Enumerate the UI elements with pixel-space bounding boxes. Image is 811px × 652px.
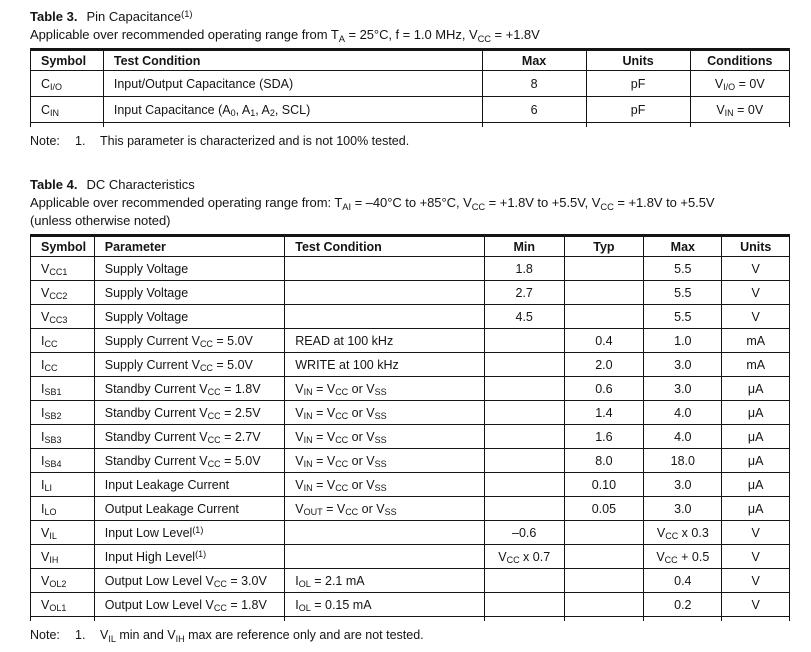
stub-cell bbox=[586, 123, 690, 128]
cell: $I_{CC}$ bbox=[31, 329, 95, 353]
cell bbox=[564, 281, 644, 305]
cell: V bbox=[722, 305, 790, 329]
cell: $I_{LO}$ bbox=[31, 497, 95, 521]
cell: Standby Current $V_{CC} = 2.7V$ bbox=[94, 425, 285, 449]
cell bbox=[484, 425, 564, 449]
cell: Standby Current $V_{CC} = 1.8V$ bbox=[94, 377, 285, 401]
cell bbox=[285, 281, 485, 305]
cell: V bbox=[722, 569, 790, 593]
cell: 5.5 bbox=[644, 281, 722, 305]
cell: $V_{IN} = V_{CC}$ or $V_{SS}$ bbox=[285, 473, 485, 497]
column-header: Symbol bbox=[31, 50, 104, 71]
table4-subtitle-line2: (unless otherwise noted) bbox=[30, 213, 171, 228]
cell: V bbox=[722, 593, 790, 617]
cell: $V_{IN} = 0V$ bbox=[690, 97, 789, 123]
cell bbox=[484, 353, 564, 377]
cell: 2.7 bbox=[484, 281, 564, 305]
table3-caption-text: Pin Capacitance$^{(1)}$ bbox=[86, 9, 193, 24]
stub-cell bbox=[722, 617, 790, 622]
stub-cell bbox=[31, 617, 95, 622]
cell: V bbox=[722, 521, 790, 545]
table4-note-text: $V_{IL}$ min and $V_{IH}$ max are reference only and are not tested. bbox=[100, 628, 424, 644]
column-header: Parameter bbox=[94, 236, 285, 257]
table-row bbox=[31, 521, 790, 545]
table-row bbox=[31, 401, 790, 425]
header-row bbox=[31, 50, 790, 71]
cell: 0.2 bbox=[644, 593, 722, 617]
column-header: Units bbox=[586, 50, 690, 71]
cell: 0.4 bbox=[564, 329, 644, 353]
stub-cell bbox=[31, 123, 104, 128]
pin-capacitance-table bbox=[30, 48, 790, 127]
table-row bbox=[31, 593, 790, 617]
cell: 3.0 bbox=[644, 473, 722, 497]
cell: $V_{IH}$ bbox=[31, 545, 95, 569]
column-header: Min bbox=[484, 236, 564, 257]
stub-cell bbox=[482, 123, 586, 128]
cell: μA bbox=[722, 377, 790, 401]
cell: 4.5 bbox=[484, 305, 564, 329]
table-row bbox=[31, 425, 790, 449]
cell: $I_{SB2}$ bbox=[31, 401, 95, 425]
cell: 1.6 bbox=[564, 425, 644, 449]
cell: Supply Current $V_{CC} = 5.0V$ bbox=[94, 329, 285, 353]
table3-note-label: Note: bbox=[30, 134, 60, 148]
table4-subtitle-line1: Applicable over recommended operating range from: $T_{AI} = -40^\circ C$ to +85°C, $V_{CC} = +1.8V$ to +5.5V, $V_{CC} = +1.8V$ to +5.5V bbox=[30, 195, 715, 212]
cell: μA bbox=[722, 449, 790, 473]
header-row bbox=[31, 236, 790, 257]
stub-cell bbox=[484, 617, 564, 622]
cell: Supply Voltage bbox=[94, 257, 285, 281]
cell: Input Low Level$^{(1)}$ bbox=[94, 521, 285, 545]
cell: $V_{IN} = V_{CC}$ or $V_{SS}$ bbox=[285, 401, 485, 425]
cell: $V_{CC2}$ bbox=[31, 281, 95, 305]
table4-note bbox=[30, 628, 790, 643]
column-header: Test Condition bbox=[103, 50, 482, 71]
cell: WRITE at 100 kHz bbox=[285, 353, 485, 377]
table4-note-number: 1. bbox=[75, 628, 86, 642]
cell bbox=[564, 593, 644, 617]
cell: μA bbox=[722, 425, 790, 449]
cell: Input Capacitance ($A_0$, $A_1$, $A_2$, SCL) bbox=[103, 97, 482, 123]
cell bbox=[564, 257, 644, 281]
cell: V bbox=[722, 257, 790, 281]
cell bbox=[285, 305, 485, 329]
cell bbox=[285, 257, 485, 281]
table-row bbox=[31, 569, 790, 593]
table-row bbox=[31, 377, 790, 401]
column-header: Test Condition bbox=[285, 236, 485, 257]
stub-cell bbox=[103, 123, 482, 128]
column-line-stubs bbox=[31, 123, 790, 128]
cell bbox=[564, 521, 644, 545]
cell bbox=[484, 497, 564, 521]
cell bbox=[285, 521, 485, 545]
cell: 0.10 bbox=[564, 473, 644, 497]
cell: Supply Current $V_{CC} = 5.0V$ bbox=[94, 353, 285, 377]
cell: $I_{OL} = 0.15$ mA bbox=[285, 593, 485, 617]
cell: 1.4 bbox=[564, 401, 644, 425]
cell bbox=[484, 449, 564, 473]
table-row bbox=[31, 329, 790, 353]
cell: 5.5 bbox=[644, 305, 722, 329]
table-row bbox=[31, 257, 790, 281]
cell: $I_{LI}$ bbox=[31, 473, 95, 497]
cell: $V_{CC} + 0.5$ bbox=[644, 545, 722, 569]
stub-cell bbox=[94, 617, 285, 622]
column-line-stubs bbox=[31, 617, 790, 622]
cell: 5.5 bbox=[644, 257, 722, 281]
cell bbox=[484, 569, 564, 593]
table-row bbox=[31, 305, 790, 329]
cell: $C_{I/O}$ bbox=[31, 71, 104, 97]
dc-characteristics-table bbox=[30, 234, 790, 621]
cell: –0.6 bbox=[484, 521, 564, 545]
table3-caption bbox=[30, 8, 790, 25]
table4-caption bbox=[30, 176, 790, 193]
table3-note bbox=[30, 134, 790, 149]
stub-cell bbox=[644, 617, 722, 622]
cell: pF bbox=[586, 97, 690, 123]
cell: 0.05 bbox=[564, 497, 644, 521]
cell: V bbox=[722, 545, 790, 569]
cell: $V_{CC1}$ bbox=[31, 257, 95, 281]
table-row bbox=[31, 449, 790, 473]
table-row bbox=[31, 473, 790, 497]
cell bbox=[484, 401, 564, 425]
cell: 3.0 bbox=[644, 353, 722, 377]
cell: V bbox=[722, 281, 790, 305]
table3-subtitle: Applicable over recommended operating range from $T_A = 25^\circ C$, f = 1.0 MHz, $V_{CC} = +1.8V$ bbox=[30, 27, 540, 44]
table4-caption-label: Table 4. bbox=[30, 177, 78, 192]
cell bbox=[285, 545, 485, 569]
table-row bbox=[31, 281, 790, 305]
stub-cell bbox=[690, 123, 789, 128]
cell bbox=[564, 545, 644, 569]
cell: 3.0 bbox=[644, 377, 722, 401]
table3-note-text: This parameter is characterized and is not 100% tested. bbox=[100, 134, 410, 148]
cell: 1.0 bbox=[644, 329, 722, 353]
cell bbox=[564, 305, 644, 329]
column-header: Symbol bbox=[31, 236, 95, 257]
cell: $V_{CC3}$ bbox=[31, 305, 95, 329]
table-row bbox=[31, 97, 790, 123]
cell: Output Leakage Current bbox=[94, 497, 285, 521]
table-row bbox=[31, 497, 790, 521]
cell: $V_{IL}$ bbox=[31, 521, 95, 545]
cell bbox=[564, 569, 644, 593]
cell: Input/Output Capacitance (SDA) bbox=[103, 71, 482, 97]
cell: $V_{OUT} = V_{CC}$ or $V_{SS}$ bbox=[285, 497, 485, 521]
cell: 6 bbox=[482, 97, 586, 123]
cell: 8 bbox=[482, 71, 586, 97]
cell: $V_{IN} = V_{CC}$ or $V_{SS}$ bbox=[285, 425, 485, 449]
column-header: Max bbox=[482, 50, 586, 71]
cell: 18.0 bbox=[644, 449, 722, 473]
cell: Input High Level$^{(1)}$ bbox=[94, 545, 285, 569]
cell: $V_{IN} = V_{CC}$ or $V_{SS}$ bbox=[285, 377, 485, 401]
cell: Standby Current $V_{CC} = 5.0V$ bbox=[94, 449, 285, 473]
cell: Supply Voltage bbox=[94, 305, 285, 329]
cell: μA bbox=[722, 473, 790, 497]
cell: 8.0 bbox=[564, 449, 644, 473]
cell: 3.0 bbox=[644, 497, 722, 521]
cell: $I_{SB1}$ bbox=[31, 377, 95, 401]
table4-caption-text: DC Characteristics bbox=[86, 177, 195, 192]
cell: Output Low Level $V_{CC} = 3.0V$ bbox=[94, 569, 285, 593]
table-row bbox=[31, 353, 790, 377]
cell: $V_{CC}$ x 0.3 bbox=[644, 521, 722, 545]
cell: 1.8 bbox=[484, 257, 564, 281]
cell: $V_{OL2}$ bbox=[31, 569, 95, 593]
column-header: Conditions bbox=[690, 50, 789, 71]
stub-cell bbox=[285, 617, 485, 622]
cell bbox=[484, 473, 564, 497]
cell bbox=[484, 329, 564, 353]
cell: 0.4 bbox=[644, 569, 722, 593]
table3-caption-label: Table 3. bbox=[30, 9, 78, 24]
cell: μA bbox=[722, 401, 790, 425]
cell: $V_{I/O} = 0V$ bbox=[690, 71, 789, 97]
cell: 0.6 bbox=[564, 377, 644, 401]
cell: $V_{IN} = V_{CC}$ or $V_{SS}$ bbox=[285, 449, 485, 473]
column-header: Typ bbox=[564, 236, 644, 257]
cell: $I_{OL} = 2.1$ mA bbox=[285, 569, 485, 593]
cell: Input Leakage Current bbox=[94, 473, 285, 497]
cell: 4.0 bbox=[644, 401, 722, 425]
stub-cell bbox=[564, 617, 644, 622]
cell: mA bbox=[722, 353, 790, 377]
table4-note-label: Note: bbox=[30, 628, 60, 642]
table3-note-number: 1. bbox=[75, 134, 86, 148]
cell: $I_{CC}$ bbox=[31, 353, 95, 377]
cell bbox=[484, 377, 564, 401]
cell: Output Low Level $V_{CC} = 1.8V$ bbox=[94, 593, 285, 617]
table-row bbox=[31, 545, 790, 569]
cell: $V_{OL1}$ bbox=[31, 593, 95, 617]
cell: READ at 100 kHz bbox=[285, 329, 485, 353]
cell: $I_{SB4}$ bbox=[31, 449, 95, 473]
cell: $C_{IN}$ bbox=[31, 97, 104, 123]
cell: pF bbox=[586, 71, 690, 97]
cell: Supply Voltage bbox=[94, 281, 285, 305]
column-header: Max bbox=[644, 236, 722, 257]
cell bbox=[484, 593, 564, 617]
cell: $I_{SB3}$ bbox=[31, 425, 95, 449]
cell: Standby Current $V_{CC} = 2.5V$ bbox=[94, 401, 285, 425]
cell: 2.0 bbox=[564, 353, 644, 377]
cell: 4.0 bbox=[644, 425, 722, 449]
table-row bbox=[31, 71, 790, 97]
cell: μA bbox=[722, 497, 790, 521]
column-header: Units bbox=[722, 236, 790, 257]
cell: mA bbox=[722, 329, 790, 353]
cell: $V_{CC}$ x 0.7 bbox=[484, 545, 564, 569]
